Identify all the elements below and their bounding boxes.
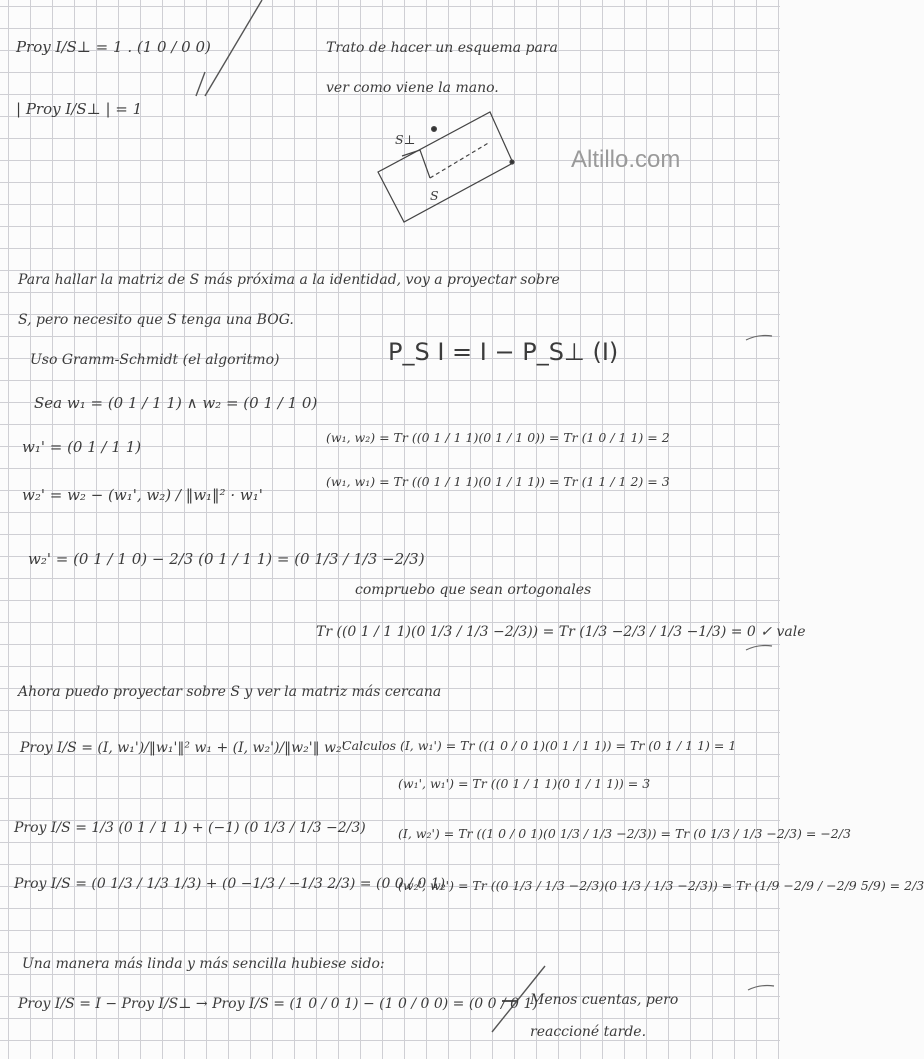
line-27: Menos cuentas, pero (530, 992, 679, 1008)
line-7: Uso Gramm-Schmidt (el algoritmo) (30, 352, 280, 368)
line-24: (w₂', w₂') = Tr ((0 1/3 / 1/3 −2/3)(0 1/3 / 1/3 −2/3)) = Tr (1/9 −2/9 / −2/9 5/9) = 2/3 (398, 878, 924, 893)
line-25: Una manera más linda y más sencilla hubiese sido: (22, 956, 385, 972)
line-12: w₂' = w₂ − (w₁', w₂) / ‖w₁‖² · w₁' (22, 486, 263, 504)
line-3: Trato de hacer un esquema para (326, 40, 558, 56)
watermark: Altillo.com (571, 146, 681, 173)
sketch-label-s: S (430, 188, 439, 203)
line-28: reaccioné tarde. (530, 1024, 647, 1040)
line-18: Proy I/S = (I, w₁')/‖w₁'‖² w₁ + (I, w₂')/‖w₂'‖ w₂' (20, 740, 346, 756)
line-20: (w₁', w₁') = Tr ((0 1 / 1 1)(0 1 / 1 1)) = 3 (398, 776, 651, 791)
line-16: Tr ((0 1 / 1 1)(0 1/3 / 1/3 −2/3)) = Tr (1/3 −2/3 / 1/3 −1/3) = 0 ✓ vale (316, 624, 806, 640)
line-11: (w₁, w₂) = Tr ((0 1 / 1 1)(0 1 / 1 0)) = Tr (1 0 / 1 1) = 2 (326, 430, 670, 445)
sketch-diagram (378, 112, 514, 222)
line-1: Proy I/S⊥ = 1 . (1 0 / 0 0) (16, 38, 211, 56)
line-2: | Proy I/S⊥ | = 1 (16, 100, 143, 118)
line-13: (w₁, w₁) = Tr ((0 1 / 1 1)(0 1 / 1 1)) = Tr (1 1 / 1 2) = 3 (326, 474, 670, 489)
line-4: ver como viene la mano. (326, 80, 499, 96)
line-10: w₁' = (0 1 / 1 1) (22, 438, 142, 456)
line-17: Ahora puedo proyectar sobre S y ver la matriz más cercana (18, 684, 442, 700)
line-6: S, pero necesito que S tenga una BOG. (18, 312, 294, 328)
line-14: w₂' = (0 1 / 1 0) − 2/3 (0 1 / 1 1) = (0 1/3 / 1/3 −2/3) (28, 550, 425, 568)
line-9: Sea w₁ = (0 1 / 1 1) ∧ w₂ = (0 1 / 1 0) (34, 394, 318, 412)
line-23: Proy I/S = (0 1/3 / 1/3 1/3) + (0 −1/3 / −1/3 2/3) = (0 0 / 0 1) (14, 876, 446, 892)
line-22: (I, w₂') = Tr ((1 0 / 0 1)(0 1/3 / 1/3 −2/3)) = Tr (0 1/3 / 1/3 −2/3) = −2/3 (398, 826, 851, 841)
line-19: Calculos (I, w₁') = Tr ((1 0 / 0 1)(0 1 / 1 1)) = Tr (0 1 / 1 1) = 1 (342, 738, 737, 753)
sketch-label-sperp: S⊥ (395, 132, 416, 147)
line-21: Proy I/S = 1/3 (0 1 / 1 1) + (−1) (0 1/3 / 1/3 −2/3) (14, 820, 366, 836)
line-15: compruebo que sean ortogonales (355, 582, 592, 598)
line-5: Para hallar la matriz de S más próxima a la identidad, voy a proyectar sobre (18, 272, 560, 288)
line-8: P_S I = I − P_S⊥ (I) (388, 338, 619, 366)
line-26: Proy I/S = I − Proy I/S⊥ → Proy I/S = (1 0 / 0 1) − (1 0 / 0 0) = (0 0 / 0 1) (18, 996, 538, 1012)
